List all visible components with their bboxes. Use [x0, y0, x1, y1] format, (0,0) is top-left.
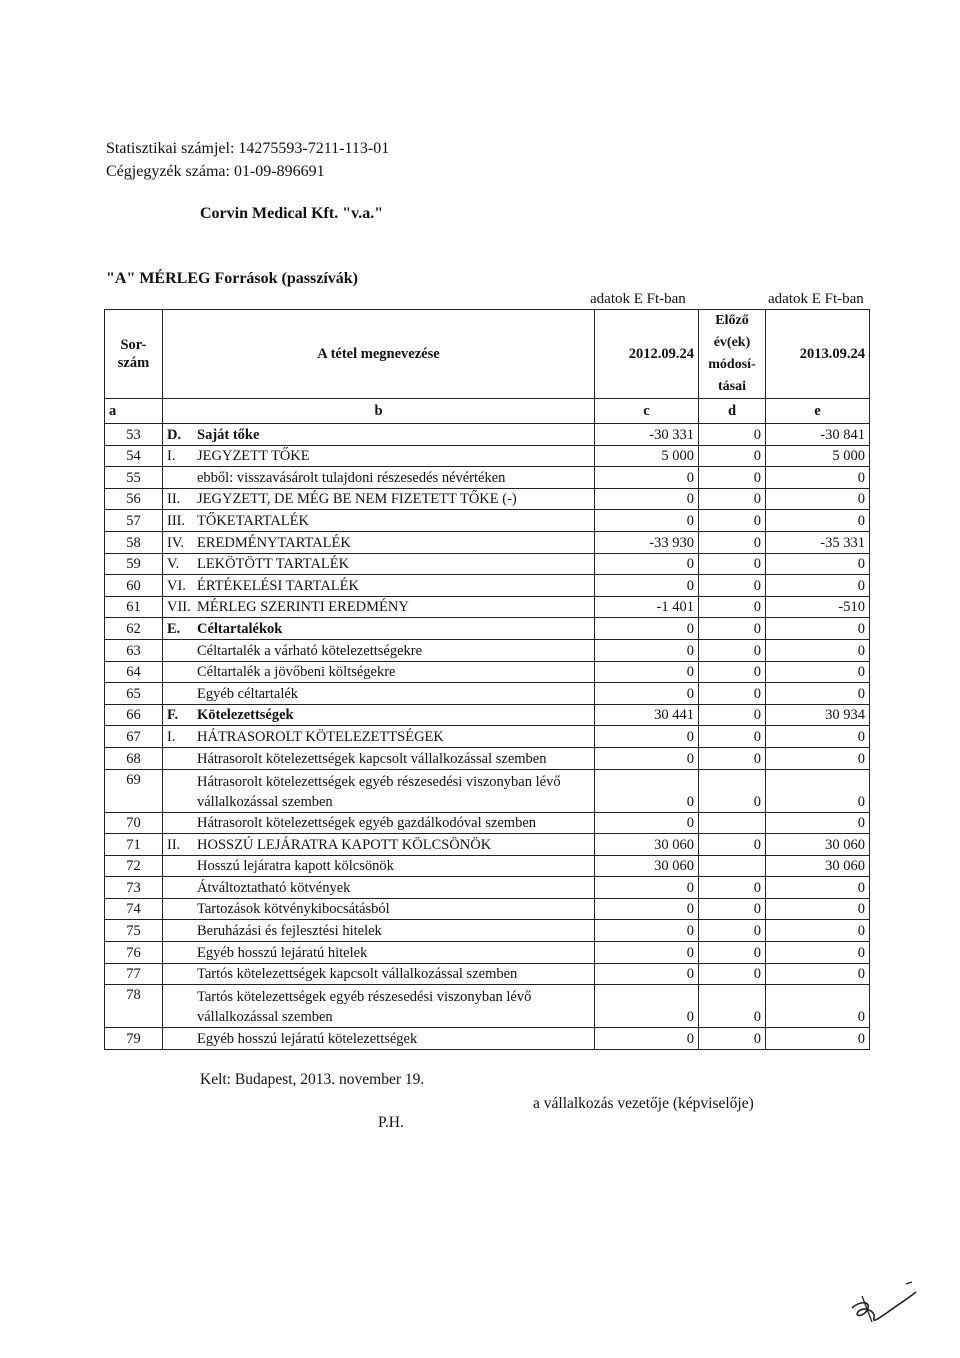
row-value-prev: 0 — [595, 769, 699, 812]
row-value-prev: 0 — [595, 1028, 699, 1050]
row-number: 71 — [105, 834, 163, 856]
row-section-marker: E. — [167, 620, 181, 637]
row-value-curr: 0 — [766, 639, 870, 661]
row-section-marker: VII. — [167, 599, 191, 616]
row-number: 64 — [105, 661, 163, 683]
row-value-prev: 0 — [595, 467, 699, 489]
row-number: 61 — [105, 596, 163, 618]
row-value-curr: 0 — [766, 747, 870, 769]
row-number: 70 — [105, 812, 163, 834]
table-row — [105, 963, 870, 985]
row-label: Átváltoztatható kötvények — [197, 879, 351, 896]
table-row — [105, 942, 870, 964]
row-label-cell — [163, 683, 595, 705]
row-value-prev: 30 060 — [595, 855, 699, 877]
row-value-prev: 0 — [595, 553, 699, 575]
row-section-marker: F. — [167, 707, 179, 724]
row-value-prev: 30 441 — [595, 704, 699, 726]
row-label-cell — [163, 704, 595, 726]
table-row — [105, 877, 870, 899]
row-label: JEGYZETT TŐKE — [197, 448, 310, 465]
row-value-mod: 0 — [699, 639, 766, 661]
row-section-marker: IV. — [167, 534, 185, 551]
row-number: 73 — [105, 877, 163, 899]
row-number: 67 — [105, 726, 163, 748]
col-header-rownum: Sor- szám — [105, 310, 163, 399]
row-label: ebből: visszavásárolt tulajdoni részesedés névértéken — [197, 469, 506, 486]
row-section-marker: II. — [167, 491, 181, 508]
row-label: Hátrasorolt kötelezettségek egyéb részesedési viszonyban lévő vállalkozással szemben — [197, 773, 561, 810]
row-value-mod: 0 — [699, 424, 766, 446]
row-value-curr: 0 — [766, 812, 870, 834]
row-value-mod: 0 — [699, 942, 766, 964]
row-label: Saját tőke — [197, 426, 260, 443]
table-row — [105, 639, 870, 661]
table-row — [105, 985, 870, 1028]
row-value-curr: 0 — [766, 920, 870, 942]
row-label-cell — [163, 942, 595, 964]
row-value-curr: 0 — [766, 467, 870, 489]
row-number: 74 — [105, 898, 163, 920]
unit-label-right: adatok E Ft-ban — [768, 291, 864, 307]
row-section-marker: I. — [167, 728, 176, 745]
row-value-curr: 5 000 — [766, 445, 870, 467]
row-label: Egyéb hosszú lejáratú kötelezettségek — [197, 1030, 418, 1047]
row-label: JEGYZETT, DE MÉG BE NEM FIZETETT TŐKE (-) — [197, 491, 517, 508]
row-number: 68 — [105, 747, 163, 769]
row-label-cell — [163, 834, 595, 856]
col-letter-prev: c — [595, 399, 699, 424]
row-label: Céltartalék a jövőbeni költségekre — [197, 664, 396, 681]
table-row — [105, 488, 870, 510]
row-value-prev: 0 — [595, 920, 699, 942]
row-value-mod: 0 — [699, 553, 766, 575]
table-row — [105, 661, 870, 683]
balance-sheet-table — [104, 309, 870, 1050]
row-value-mod: 0 — [699, 661, 766, 683]
row-value-curr: -35 331 — [766, 531, 870, 553]
row-value-curr: 0 — [766, 942, 870, 964]
row-value-curr: 0 — [766, 488, 870, 510]
row-label-cell — [163, 726, 595, 748]
stamp-label: P.H. — [378, 1114, 404, 1131]
row-label-cell — [163, 575, 595, 597]
row-value-prev: 0 — [595, 510, 699, 532]
row-label-cell — [163, 531, 595, 553]
row-value-prev: 0 — [595, 963, 699, 985]
row-label: Tartós kötelezettségek egyéb részesedési viszonyban lévő vállalkozással szemben — [197, 989, 532, 1026]
row-value-mod — [699, 812, 766, 834]
row-number: 79 — [105, 1028, 163, 1050]
row-number: 57 — [105, 510, 163, 532]
row-value-mod: 0 — [699, 596, 766, 618]
row-label-cell — [163, 1028, 595, 1050]
row-value-curr: -30 841 — [766, 424, 870, 446]
col-header-label: A tétel megnevezése — [163, 310, 595, 399]
row-label-cell — [163, 467, 595, 489]
row-value-prev: -30 331 — [595, 424, 699, 446]
row-label-cell — [163, 618, 595, 640]
table-row — [105, 510, 870, 532]
column-letter-row — [105, 399, 870, 424]
row-label-cell — [163, 877, 595, 899]
row-label: EREDMÉNYTARTALÉK — [197, 534, 351, 551]
row-value-curr: 0 — [766, 661, 870, 683]
row-value-curr: 0 — [766, 683, 870, 705]
table-row — [105, 445, 870, 467]
row-number: 55 — [105, 467, 163, 489]
row-value-curr: 0 — [766, 1028, 870, 1050]
row-section-marker: I. — [167, 448, 176, 465]
table-row — [105, 920, 870, 942]
row-label: HÁTRASOROLT KÖTELEZETTSÉGEK — [197, 728, 444, 745]
row-label-cell — [163, 747, 595, 769]
row-value-prev: 0 — [595, 985, 699, 1028]
col-header-curr: 2013.09.24 — [766, 310, 870, 399]
report-title: "A" MÉRLEG Források (passzívák) — [106, 270, 358, 287]
row-value-curr: 0 — [766, 553, 870, 575]
table-row — [105, 726, 870, 748]
row-label-cell — [163, 639, 595, 661]
date-place: Kelt: Budapest, 2013. november 19. — [200, 1071, 425, 1088]
row-value-mod: 0 — [699, 920, 766, 942]
row-label: Beruházási és fejlesztési hitelek — [197, 923, 382, 940]
row-value-mod: 0 — [699, 985, 766, 1028]
table-row — [105, 424, 870, 446]
row-label-cell — [163, 596, 595, 618]
row-section-marker: II. — [167, 836, 181, 853]
row-value-prev: 0 — [595, 942, 699, 964]
row-label-cell — [163, 898, 595, 920]
row-label-cell — [163, 963, 595, 985]
row-label: Céltartalék a várható kötelezettségekre — [197, 642, 423, 659]
row-number: 66 — [105, 704, 163, 726]
row-label-cell — [163, 812, 595, 834]
row-label: Céltartalékok — [197, 620, 283, 637]
table-row — [105, 898, 870, 920]
row-number: 58 — [105, 531, 163, 553]
column-header-row — [105, 310, 870, 399]
row-value-mod: 0 — [699, 963, 766, 985]
row-value-mod: 0 — [699, 575, 766, 597]
row-value-mod: 0 — [699, 510, 766, 532]
table-row — [105, 704, 870, 726]
row-value-prev: -1 401 — [595, 596, 699, 618]
row-value-curr: 0 — [766, 985, 870, 1028]
row-label: Tartozások kötvénykibocsátásból — [197, 901, 390, 918]
table-row — [105, 553, 870, 575]
row-value-prev: 0 — [595, 661, 699, 683]
row-value-curr: 0 — [766, 769, 870, 812]
row-number: 78 — [105, 985, 163, 1028]
col-letter-rownum: a — [105, 399, 163, 424]
row-value-curr: 0 — [766, 726, 870, 748]
col-letter-mod: d — [699, 399, 766, 424]
row-value-mod: 0 — [699, 747, 766, 769]
table-row — [105, 834, 870, 856]
row-label-cell — [163, 985, 595, 1028]
row-value-mod: 0 — [699, 683, 766, 705]
row-label: ÉRTÉKELÉSI TARTALÉK — [197, 577, 359, 594]
row-value-prev: 0 — [595, 726, 699, 748]
row-label: Egyéb céltartalék — [197, 685, 299, 702]
row-value-curr: 30 060 — [766, 855, 870, 877]
row-number: 76 — [105, 942, 163, 964]
row-label: Tartós kötelezettségek kapcsolt vállalkozással szemben — [197, 966, 518, 983]
unit-label-left: adatok E Ft-ban — [590, 291, 686, 307]
row-number: 54 — [105, 445, 163, 467]
row-number: 72 — [105, 855, 163, 877]
row-label-cell — [163, 553, 595, 575]
table-row — [105, 747, 870, 769]
row-label-cell — [163, 661, 595, 683]
row-value-prev: 0 — [595, 639, 699, 661]
row-label-cell — [163, 769, 595, 812]
row-number: 63 — [105, 639, 163, 661]
col-letter-label: b — [163, 399, 595, 424]
col-header-prev: 2012.09.24 — [595, 310, 699, 399]
table-row — [105, 467, 870, 489]
row-label: HOSSZÚ LEJÁRATRA KAPOTT KÖLCSÖNÖK — [197, 836, 492, 853]
row-label: MÉRLEG SZERINTI EREDMÉNY — [197, 599, 409, 616]
row-value-prev: 0 — [595, 877, 699, 899]
row-label-cell — [163, 510, 595, 532]
row-number: 62 — [105, 618, 163, 640]
row-label: LEKÖTÖTT TARTALÉK — [197, 556, 350, 573]
row-value-curr: 0 — [766, 898, 870, 920]
row-number: 60 — [105, 575, 163, 597]
row-value-curr: 30 934 — [766, 704, 870, 726]
row-section-marker: III. — [167, 512, 186, 529]
table-row — [105, 855, 870, 877]
company-name: Corvin Medical Kft. "v.a." — [200, 205, 384, 222]
row-section-marker: VI. — [167, 577, 186, 594]
row-value-prev: 5 000 — [595, 445, 699, 467]
row-number: 69 — [105, 769, 163, 812]
table-row — [105, 1028, 870, 1050]
row-value-mod: 0 — [699, 467, 766, 489]
row-label: Egyéb hosszú lejáratú hitelek — [197, 944, 368, 961]
row-section-marker: V. — [167, 556, 180, 573]
row-value-mod: 0 — [699, 834, 766, 856]
handwritten-initials-signature — [848, 1278, 920, 1326]
row-number: 53 — [105, 424, 163, 446]
row-number: 77 — [105, 963, 163, 985]
row-value-prev: 30 060 — [595, 834, 699, 856]
row-value-curr: 0 — [766, 963, 870, 985]
row-label-cell — [163, 424, 595, 446]
row-value-prev: 0 — [595, 575, 699, 597]
table-row — [105, 769, 870, 812]
row-value-mod: 0 — [699, 488, 766, 510]
row-value-prev: 0 — [595, 683, 699, 705]
row-number: 65 — [105, 683, 163, 705]
row-value-mod: 0 — [699, 618, 766, 640]
row-value-prev: -33 930 — [595, 531, 699, 553]
row-value-curr: 0 — [766, 877, 870, 899]
row-value-prev: 0 — [595, 812, 699, 834]
row-value-curr: -510 — [766, 596, 870, 618]
row-value-curr: 0 — [766, 510, 870, 532]
signer-caption: a vállalkozás vezetője (képviselője) — [533, 1095, 754, 1112]
table-row — [105, 531, 870, 553]
row-value-prev: 0 — [595, 747, 699, 769]
row-value-mod: 0 — [699, 898, 766, 920]
row-section-marker: D. — [167, 426, 182, 443]
row-number: 59 — [105, 553, 163, 575]
row-value-curr: 30 060 — [766, 834, 870, 856]
row-label: Hátrasorolt kötelezettségek kapcsolt vállalkozással szemben — [197, 750, 547, 767]
table-row — [105, 618, 870, 640]
row-value-mod: 0 — [699, 769, 766, 812]
row-label: Kötelezettségek — [197, 707, 294, 724]
row-value-mod — [699, 855, 766, 877]
col-header-mod: Előző év(ek) módosí- tásai — [699, 310, 766, 399]
table-row — [105, 596, 870, 618]
col-letter-curr: e — [766, 399, 870, 424]
row-label-cell — [163, 488, 595, 510]
table-row — [105, 683, 870, 705]
row-value-prev: 0 — [595, 488, 699, 510]
row-label: Hátrasorolt kötelezettségek egyéb gazdálkodóval szemben — [197, 815, 537, 832]
row-number: 75 — [105, 920, 163, 942]
registry-number: Cégjegyzék száma: 01-09-896691 — [106, 163, 325, 180]
row-value-mod: 0 — [699, 531, 766, 553]
statistical-number: Statisztikai számjel: 14275593-7211-113-01 — [106, 140, 390, 157]
table-row — [105, 812, 870, 834]
row-value-mod: 0 — [699, 726, 766, 748]
row-label-cell — [163, 445, 595, 467]
row-number: 56 — [105, 488, 163, 510]
row-label-cell — [163, 855, 595, 877]
row-value-curr: 0 — [766, 618, 870, 640]
row-value-mod: 0 — [699, 704, 766, 726]
row-value-prev: 0 — [595, 898, 699, 920]
row-value-mod: 0 — [699, 877, 766, 899]
row-label: TŐKETARTALÉK — [197, 512, 309, 529]
row-label-cell — [163, 920, 595, 942]
row-value-mod: 0 — [699, 1028, 766, 1050]
table-row — [105, 575, 870, 597]
row-value-curr: 0 — [766, 575, 870, 597]
row-value-prev: 0 — [595, 618, 699, 640]
row-value-mod: 0 — [699, 445, 766, 467]
row-label: Hosszú lejáratra kapott kölcsönök — [197, 858, 394, 875]
